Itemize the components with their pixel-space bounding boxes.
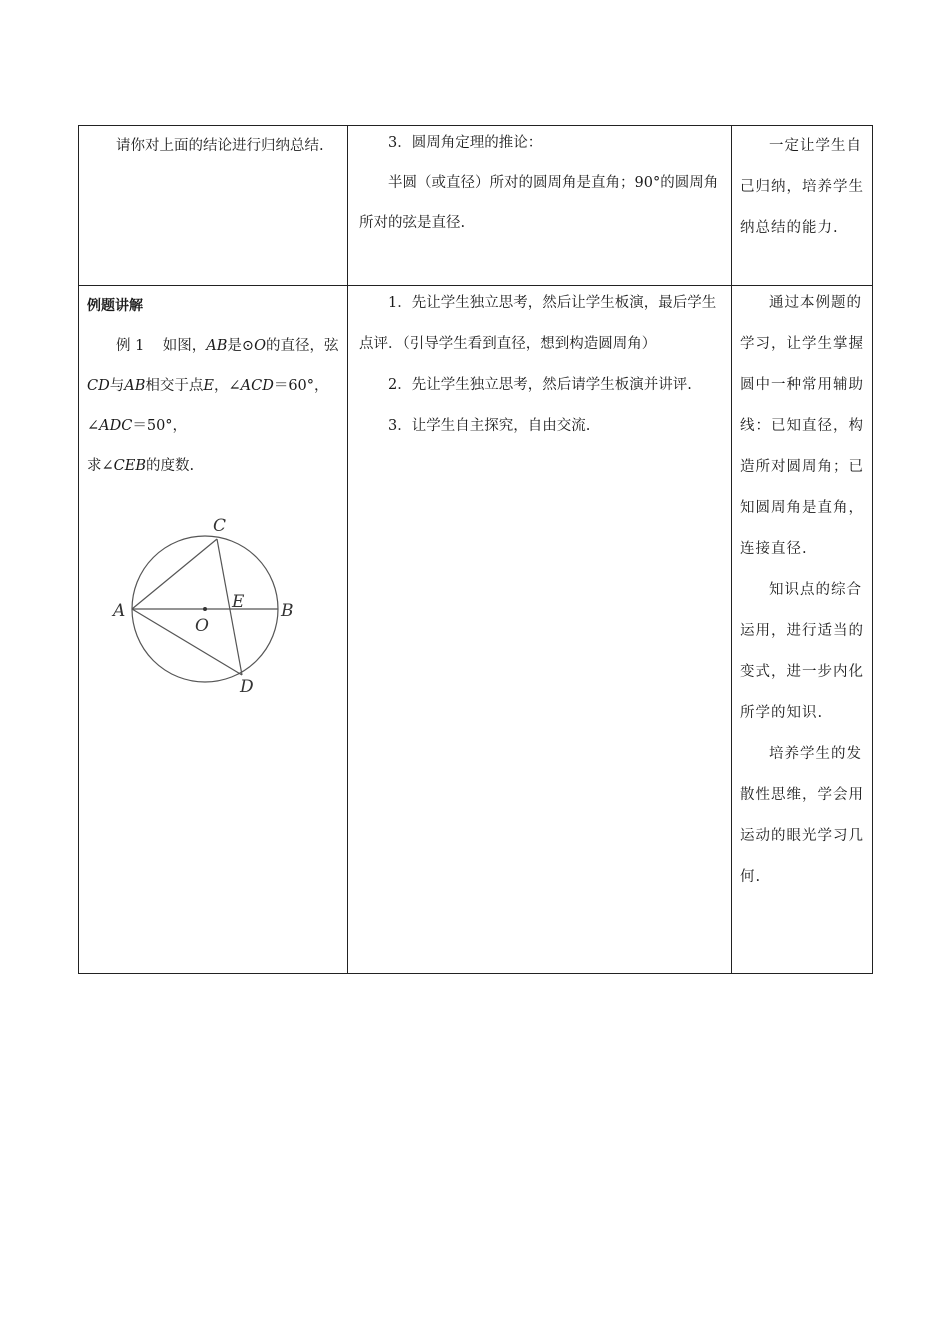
example-problem: 例 1 如图，AB是⊙O的直径，弦CD与AB相交于点E，∠ACD＝60°，∠ADC＝50°， xyxy=(87,338,339,434)
example-heading: 例题讲解 xyxy=(87,298,143,314)
design-note-3: 培养学生的发散性思维，学会用运动的眼光学习几何. xyxy=(740,746,864,885)
label-d: D xyxy=(240,677,254,697)
chord-ac xyxy=(132,539,217,609)
design-note-1: 通过本例题的学习，让学生掌握圆中一种常用辅助线：已知直径，构造所对圆周角；已知圆周角是直角，连接直径. xyxy=(740,295,864,557)
step-3: 3．让学生自主探究，自由交流. xyxy=(388,418,591,434)
label-c: C xyxy=(213,516,227,536)
corollary-body: 半圆（或直径）所对的圆周角是直角；90°的圆周角所对的弦是直径. xyxy=(359,175,719,231)
label-o: O xyxy=(195,616,209,636)
step-1: 1．先让学生独立思考，然后让学生板演，最后学生点评．（引导学生看到直径，想到构造圆周角） xyxy=(359,295,717,352)
row1-left-cell xyxy=(87,126,341,167)
column-divider-1 xyxy=(347,126,348,973)
row2-middle-cell xyxy=(359,283,724,447)
design-note-2: 知识点的综合运用，进行适当的变式，进一步内化所学的知识. xyxy=(740,582,864,721)
summary-prompt: 请你对上面的结论进行归纳总结. xyxy=(116,138,324,154)
row1-right-cell xyxy=(740,126,866,249)
row1-middle-cell xyxy=(359,123,724,243)
label-b: B xyxy=(281,601,294,621)
label-a: A xyxy=(113,601,126,621)
column-divider-2 xyxy=(731,126,732,973)
circle-figure xyxy=(109,511,309,701)
chord-ad xyxy=(132,609,242,675)
row2-left-cell xyxy=(87,286,341,486)
lesson-table xyxy=(78,125,873,974)
corollary-title: 3．圆周角定理的推论： xyxy=(388,135,543,151)
row2-right-cell xyxy=(740,283,866,898)
row1-right-text: 一定让学生自己归纳，培养学生纳总结的能力. xyxy=(740,138,864,236)
label-e: E xyxy=(232,592,245,612)
step-2: 2．先让学生独立思考，然后请学生板演并讲评. xyxy=(388,377,692,393)
center-point xyxy=(203,607,207,611)
example-question: 求∠CEB的度数. xyxy=(87,458,195,474)
